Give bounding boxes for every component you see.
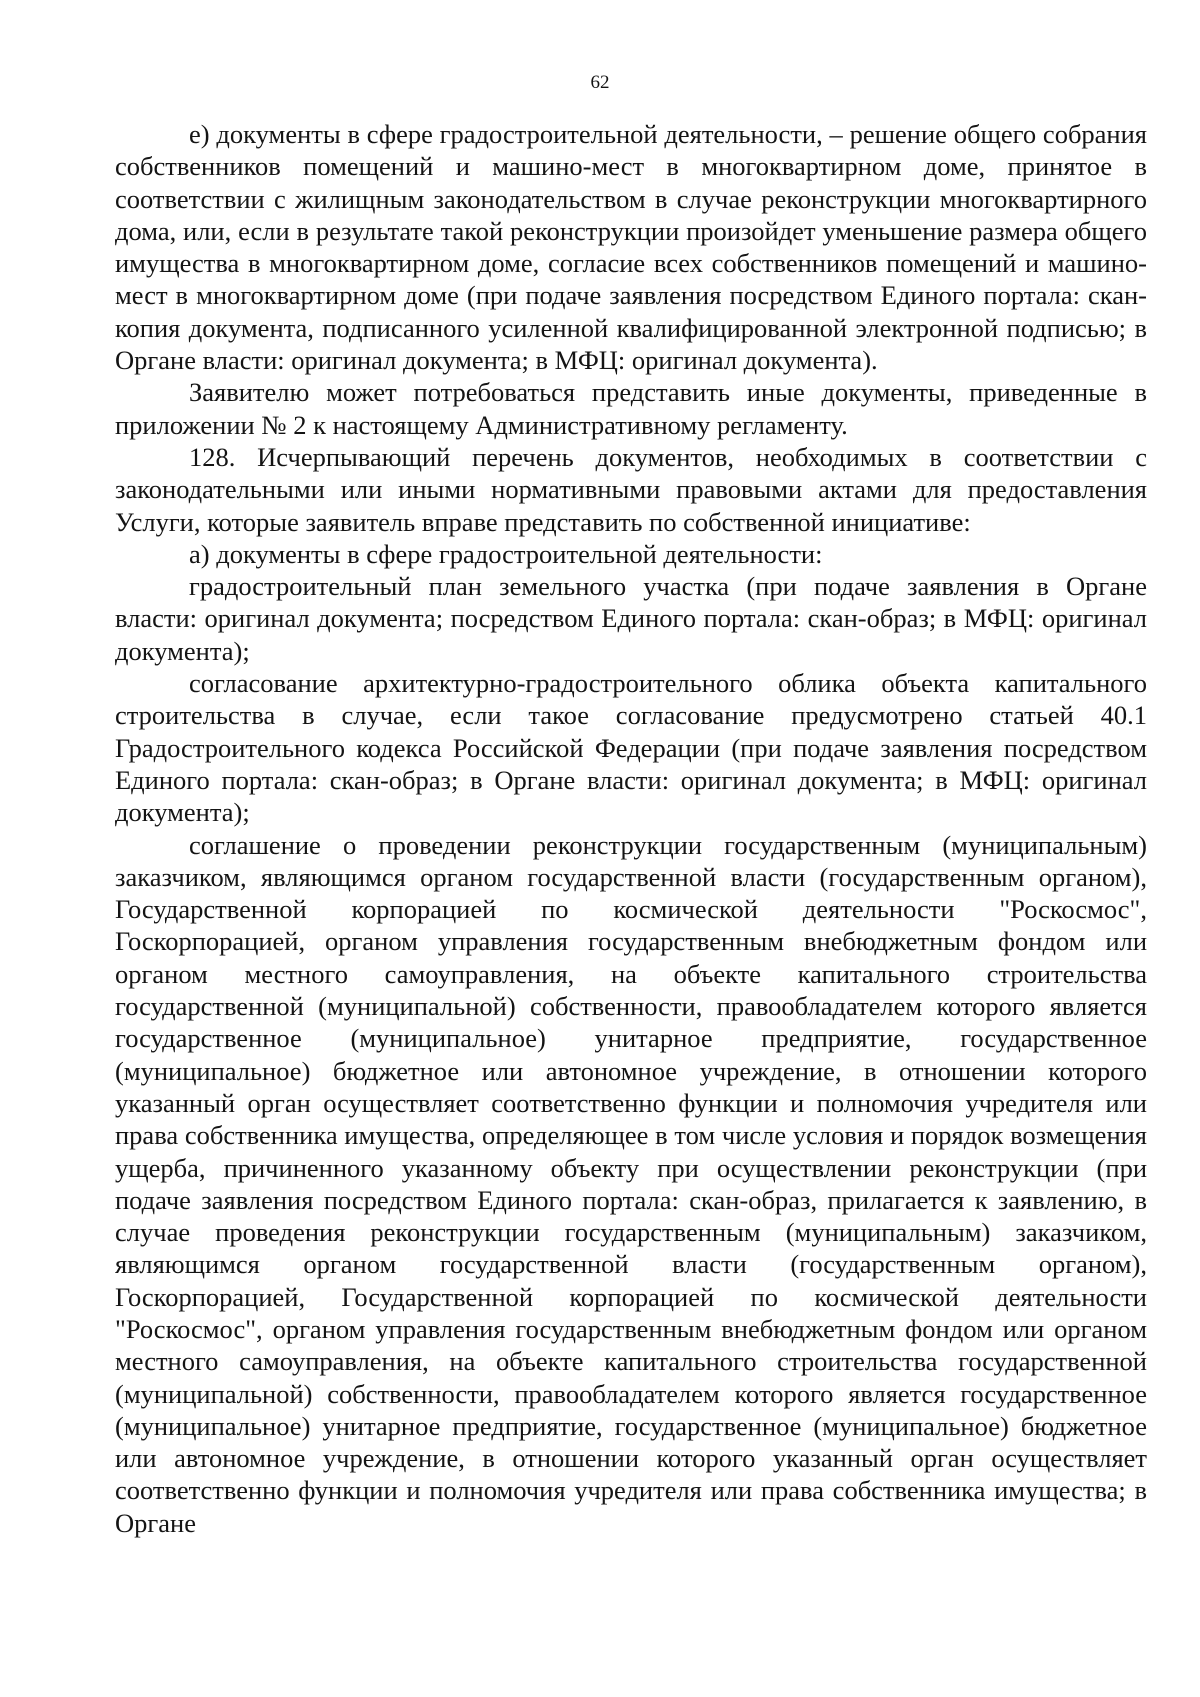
- paragraph-reconstruction-agreement: соглашение о проведении реконструкции государственным (муниципальным) заказчиком, являющимся органом государственной власти (государственным органом), Государственной корпорацией по космической деятельности "Роскосмос", Госкорпорацией, органом управления государственным внебюджетным фондом или органом местного самоуправления, на объекте капитального строительства государственной (муниципальной) собственности, правообладателем которого является государственное (муниципальное) унитарное предприятие, государственное (муниципальное) бюджетное или автономное учреждение, в отношении которого указанный орган осуществляет соответственно функции и полномочия учредителя или права собственника имущества, определяющее в том числе условия и порядок возмещения ущерба, причиненного указанному объекту при осуществлении реконструкции (при подаче заявления посредством Единого портала: скан-образ, прилагается к заявлению, в случае проведения реконструкции государственным (муниципальным) заказчиком, являющимся органом государственной власти (государственным органом), Госкорпорацией, Государственной корпорацией по космической деятельности "Роскосмос", органом управления государственным внебюджетным фондом или органом местного самоуправления, на объекте капитального строительства государственной (муниципальной) собственности, правообладателем которого является государственное (муниципальное) унитарное предприятие, государственное (муниципальное) бюджетное или автономное учреждение, в отношении которого указанный орган осуществляет соответственно функции и полномочия учредителя или права собственника имущества; в Органе: [115, 829, 1147, 1538]
- paragraph-other-documents: Заявителю может потребоваться представить иные документы, приведенные в приложении № 2 к настоящему Административному регламенту.: [115, 377, 1147, 440]
- document-body: [115, 118, 1147, 1539]
- paragraph-item-a: а) документы в сфере градостроительной деятельности:: [189, 538, 823, 569]
- paragraph-urban-plan: градостроительный план земельного участка (при подаче заявления в Органе власти: оригинал документа; посредством Единого портала: скан-образ; в МФЦ: оригинал документа);: [115, 571, 1147, 666]
- paragraph-architecture-approval: согласование архитектурно-градостроительного облика объекта капитального строительства в случае, если такое согласование предусмотрено статьей 40.1 Градостроительного кодекса Российской Федерации (при подаче заявления посредством Единого портала: скан-образ; в Органе власти: оригинал документа; в МФЦ: оригинал документа);: [115, 668, 1147, 828]
- page-number: 62: [590, 72, 610, 93]
- paragraph-clause-128: 128. Исчерпывающий перечень документов, необходимых в соответствии с законодательными или иными нормативными правовыми актами для предоставления Услуги, которые заявитель вправе представить по собственной инициативе:: [115, 441, 1147, 537]
- paragraph-item-e-documents: е) документы в сфере градостроительной деятельности, – решение общего собрания собственников помещений и машино-мест в многоквартирном доме, принятое в соответствии с жилищным законодательством в случае реконструкции многоквартирного дома, или, если в результате такой реконструкции произойдет уменьшение размера общего имущества в многоквартирном доме, согласие всех собственников помещений и машино-мест в многоквартирном доме (при подаче заявления посредством Единого портала: скан-копия документа, подписанного усиленной квалифицированной электронной подписью; в Органе власти: оригинал документа; в МФЦ: оригинал документа).: [115, 119, 1147, 376]
